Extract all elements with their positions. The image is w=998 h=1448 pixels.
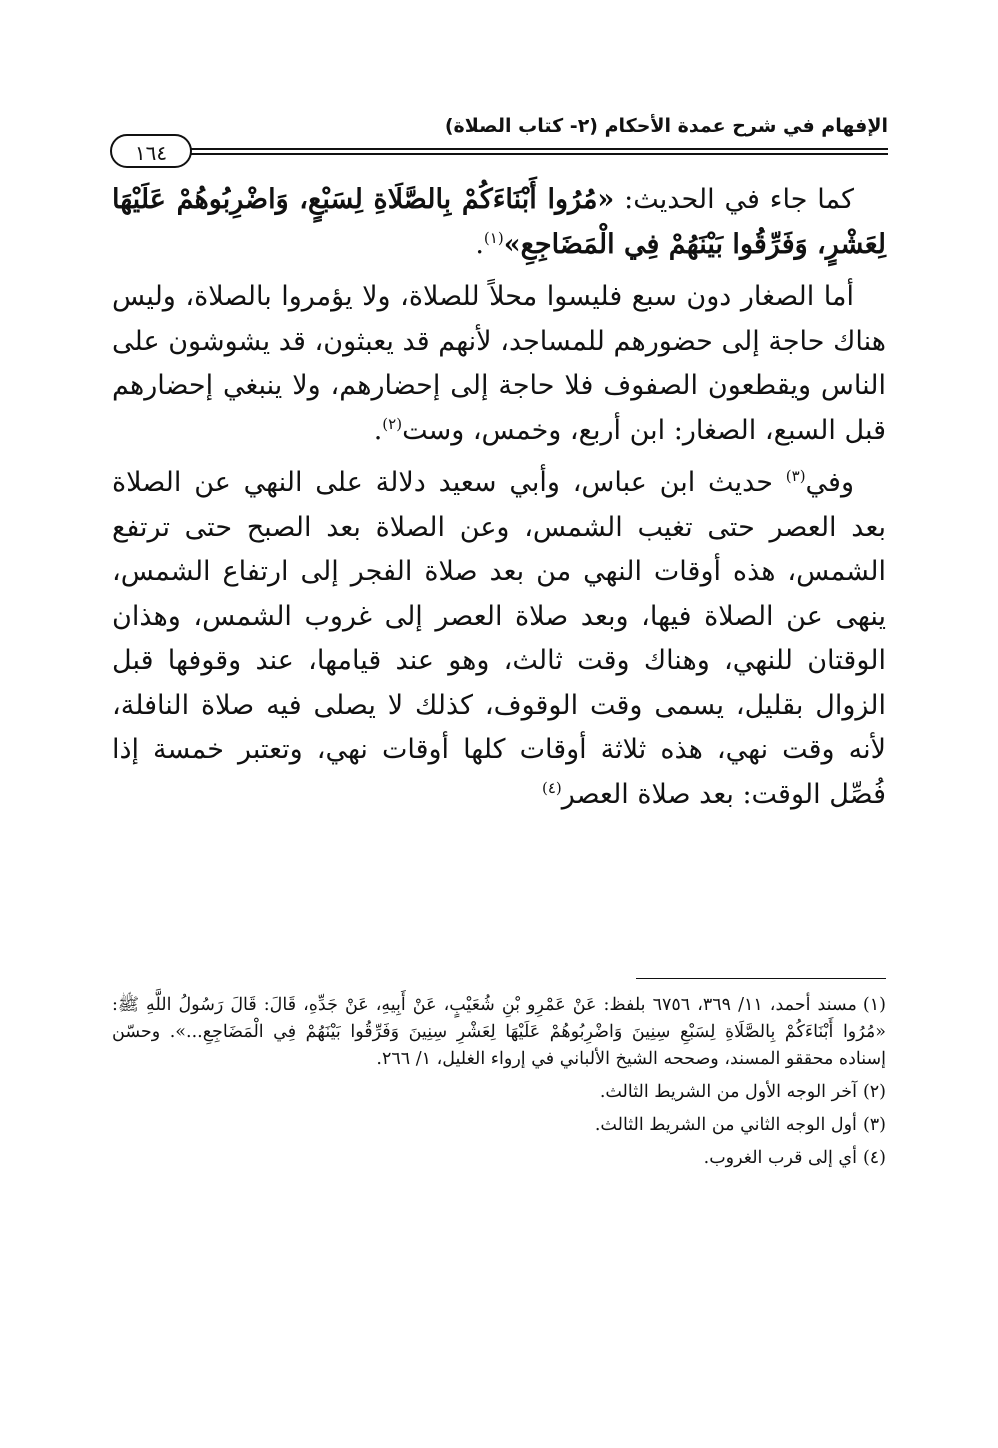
footnote-1	[112, 992, 886, 1073]
footnote-ref-3: (٣)	[785, 467, 806, 485]
book-title: الإفهام في شرح عمدة الأحكام (٢- كتاب الصلاة)	[444, 115, 888, 137]
footnote-2	[112, 1079, 886, 1106]
footnote-4	[112, 1145, 886, 1172]
footnote-3	[112, 1112, 886, 1139]
paragraph-3-start: وفي	[805, 467, 854, 498]
footnote-text: أول الوجه الثاني من الشريط الثالث.	[594, 1115, 857, 1135]
footnote-number: (٣)	[862, 1115, 886, 1135]
footnote-text: مسند أحمد، ١١/ ٣٦٩، ٦٧٥٦ بلفظ: عَنْ عَمْرِو بْنِ شُعَيْبٍ، عَنْ أَبِيهِ، عَنْ جَدِّهِ، قَالَ: قَالَ رَسُولُ اللَّهِ ﷺ: «مُرُوا أَبْنَاءَكُمْ بِالصَّلَاةِ لِسَبْعِ سِنِينَ وَاضْرِبُوهُمْ عَلَيْهَا لِعَشْرِ سِنِينَ وَفَرِّقُوا بَيْنَهُمْ فِي الْمَضَاجِعِ...». وحسّن إسناده محققو المسند، وصححه الشيخ الألباني في إرواء الغليل، ١/ ٢٦٦.	[112, 995, 886, 1069]
footnote-text: آخر الوجه الأول من الشريط الثالث.	[599, 1082, 857, 1102]
paragraph-3-text: حديث ابن عباس، وأبي سعيد دلالة على النهي عن الصلاة بعد العصر حتى تغيب الشمس، وعن الصلاة بعد الصبح حتى ترتفع الشمس، هذه أوقات النهي من بعد صلاة الفجر إلى ارتفاع الشمس، ينهى عن الصلاة فيها، وبعد صلاة العصر إلى غروب الشمس، وهذان الوقتان للنهي، وهناك وقت ثالث، وهو عند قيامها، عند وقوفها قبل الزوال بقليل، يسمى وقت الوقوف، كذلك لا يصلى فيه صلاة النافلة، لأنه وقت نهي، هذه ثلاثة أوقات كلها أوقات نهي، وتعتبر خمسة إذا فُصِّل الوقت: بعد صلاة العصر	[112, 467, 886, 810]
footnote-separator	[636, 978, 886, 979]
hadith-quote: «مُرُوا أَبْنَاءَكُمْ بِالصَّلَاةِ لِسَبْعٍ، وَاضْرِبُوهُمْ عَلَيْهَا لِعَشْرٍ، وَفَرِّقُوا بَيْنَهُمْ فِي الْمَضَاجِعِ»	[112, 184, 886, 260]
footnote-text: أي إلى قرب الغروب.	[703, 1148, 857, 1168]
footnote-number: (٤)	[862, 1148, 886, 1168]
footnote-ref-2: (٢)	[382, 414, 403, 433]
running-header	[110, 112, 888, 174]
paragraph-1-intro: كما جاء في الحديث:	[614, 184, 854, 215]
footnotes	[112, 992, 886, 1178]
page-number: ١٦٤	[110, 134, 192, 168]
paragraph-2-text: أما الصغار دون سبع فليسوا محلاً للصلاة، ولا يؤمروا بالصلاة، وليس هناك حاجة إلى حضورهم للمساجد، لأنهم قد يعبثون، قد يشوشون على الناس ويقطعون الصفوف فلا حاجة إلى إحضارهم، ولا ينبغي إحضارهم قبل السبع، الصغار: ابن أربع، وخمس، وست	[112, 281, 886, 446]
header-rule-bottom	[190, 153, 888, 155]
paragraph-1-end: .	[475, 228, 484, 260]
header-rule-top	[190, 148, 888, 150]
main-text	[112, 178, 886, 825]
footnote-number: (٢)	[862, 1082, 886, 1102]
paragraph-2	[112, 275, 886, 453]
paragraph-3	[112, 461, 886, 817]
paragraph-2-end: .	[373, 414, 383, 446]
footnote-ref-1: (١)	[483, 228, 504, 247]
footnote-number: (١)	[862, 995, 886, 1015]
footnote-ref-4: (٤)	[541, 778, 562, 797]
paragraph-1	[112, 178, 886, 267]
